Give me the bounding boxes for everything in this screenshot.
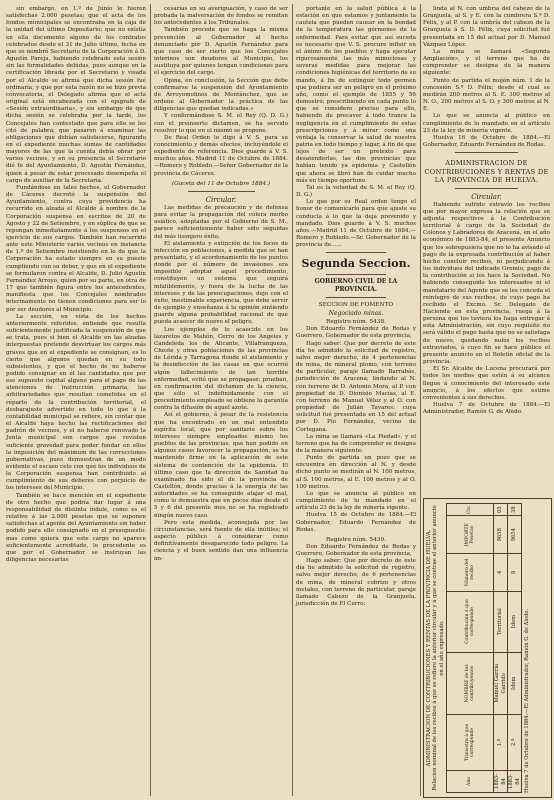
- paragraph: Lo que se anuncia al público en cumplimiento de lo mandado en el artículo 23 de la ley de minería vigente.: [296, 490, 416, 512]
- gazette-citation: (Gaceta del 11 de Octubre 1884.): [171, 180, 271, 187]
- column-rule: [420, 4, 421, 796]
- table-cell: 9658: [494, 516, 508, 554]
- paragraph: También se hace mención en el expediente de otro hecho que podría dar lugar á una responsabilidad de distinta índole, como es el relativo á las 2.000 pesetas que se suponen satisfechas al agente del Ayuntamiento sin haber podido para ello consignado en el presupuesto: mas como quiera que este cargo no aparece suficientemente acreditado, lo procedente es que por el Gobernador se instruyan las diligencias necesarias: [6, 492, 146, 564]
- table-header: Trimestre á que corresponde: [447, 714, 494, 770]
- fomento-heading: SECCION DE FOMENTO: [318, 302, 394, 309]
- paragraph: portante en la salud pública á la estación en que estamos y juntamente la cautela que pueden causar en la bondad de la temperatura las gérmenes de la enfermedad. Para evitar que así suceda es necesario que V. S. procure influir en el ánimo de los pueblos y haga ejecutar rigurosamente las más minuciosas y severas medidas para mejorar las condiciones higiénicas del territorio de su mando, á fin de extinguir todo germen que pudiera ser un peligro en el próximo año, como el ejemplo de 1855 y 56 demostró; prescribiendo en cada punto lo que se considere preciso para ello, habiendo de precaver á todo trance la negligencia en el cumplimiento de estas prescripciones y á mirar como una ventaja la conservar la salud de nuestra patria en todo tiempo y lugar, á fin de que lejos de ser un pretexto para desatenderlas, las dos provincias que habían tenido ya epidemia y Castellón que ahora se libró han de cuidar mucho más en tiempo oportuno.: [296, 6, 416, 184]
- paragraph: Y conformándose S. M. el Rey (Q. D. G.) con el preinserto dictamen, se ha servido resolver lo que en el mismo se propone.: [154, 113, 288, 134]
- paragraph: Los ejemplos de lo acaecido en los lazaretos de Mahón, Cerro de los Angeles y Candeleda los de Alicante, Villafranqueza, Cheste y otras poblaciones de las provincias de Lérida y Tarragona donde el aislamiento y la desinfección de las casas en que ocurrió algún fallecimiento de tan terrible enfermedad, evitó que se propagase; prueban, en confirmación del dictamen de la ciencia, que sólo el indefinidamente con el procedimiento empleado se obtiene la garantía contra la difusión de aquel azote.: [154, 326, 288, 412]
- circular-heading: Circular.: [471, 192, 502, 201]
- administracion-heading: ADMINISTRACION DE CONTRIBUCIONES Y RENTAS DE LA PROVINCIA DE HUELVA.: [424, 159, 549, 185]
- table-header: Número del recibo: [447, 554, 494, 591]
- table-header: Año: [447, 770, 494, 792]
- paragraph: Fundándose en tales hechos, el Gobernador de Cáceres decretó la suspensión del Ayuntamiento, contra cuya providencia ha recurrido en alzada el Alcalde á nombre de la Corporación suspensa en escritos de 20 de Agosto y 22 de Setiembre, y en súplica de que se repongan inmediatamente á los suspensos en el ejercicio de sus cargos. También han recurrido ante este Ministerio varios vecinos en instancia de 1.º de Setiembre insistiendo en lo de que la Corporación ha estado siempre en su puesto cumpliendo con su deber, y que en el expediente se formularon contra el Alcalde, D. Julio Agustín Fernández Arroyo, quien por su parte, en otra de 17 que también figura entre los antecedentes, manifiesta que los Concejales nombrados interinamente no tienen condiciones para ser lo por ser deudores al Municipio.: [6, 184, 146, 313]
- paragraph: La mina se llamará «Segunda Ampliación», y el terreno que ha de comprender se designa de la manera siguiente:: [423, 48, 550, 77]
- paragraph: El Sr. Alcalde de Lucena procurará por todos los medios que estén á su alcance llegue á conocimiento del interesado este anuncio, á los efectos que estime convenientes á sus derechos.: [423, 366, 550, 401]
- divider: [326, 274, 386, 275]
- divider: [455, 152, 519, 153]
- table-cell: 9654: [508, 516, 522, 554]
- column-3: [296, 6, 416, 608]
- registro-number: Registro núm. 5439.: [325, 536, 386, 543]
- gobierno-heading: GOBIERNO CIVIL DE LA PROVINCIA.: [314, 278, 398, 294]
- negociado-heading: Negociado minas.: [328, 310, 384, 318]
- table-cell: 4: [494, 554, 508, 591]
- table-footer: Huelva 7 de Octubre de 1884.—El Administrador, Ramón G. de Aledo.: [524, 608, 530, 793]
- paragraph: Lo que por su Real orden tengo el honor de comunicarlo para que ajuste su conducta á lo que la deja prevenido y mandado. Dios guarde á V. S. muchos años.—Madrid 11 de Octubre de 1884.—Romero y Robledo.—Sr. Gobernador de la provincia de......: [296, 199, 416, 249]
- paragraph: La mina se llamará «La Piedad», y el terreno que ha de comprender se designa de la manera siguiente:: [296, 433, 416, 454]
- paragraph: Punto de partida el mojón núm. 1 de la concesión S.ª D. Félix; desde el cual se medirán 200 metros al S. E. 300 metros al N. O., 200 metros al S. O. y 300 metros al N. E.: [423, 77, 550, 113]
- paragraph: Huelva 16 de Octubre de 1884.—El Gobernador, Eduardo Fernández de Rodas.: [423, 134, 550, 148]
- table-cell: Idem: [508, 591, 522, 652]
- paragraph: Opina, en conclusión, la Sección que debe confirmarse la suspensión del Ayuntamiento de Arroyomolinos de Montánchez, que se ordene al Gobernador la práctica de las diligencias que quedan indicadas.»: [154, 77, 288, 113]
- table-cell: 2.º: [508, 714, 522, 770]
- table-title: [426, 503, 445, 793]
- table-cell: 1.º: [494, 714, 508, 770]
- table-cell: 8: [508, 554, 522, 591]
- table-cell: 1883-84: [508, 770, 522, 792]
- divider: [455, 188, 519, 189]
- paragraph: Hago saber: Que por decreto de este día he admitido la solicitud de registro, salvo mejor derecho, de 4 pertenencias de mina, de mineral plomo, con terreno de particular, paraje llamado Barrabás, jurisdicción de Aracena; lindando al N. con terreno de D. Antonio Mora, al P. con propiedad de D. Dionisio Macías, al E. con terreno de Manuel Vélez y al O. con propiedad de Julián Tavares: cuya solicitud fué presentada en 15 del actual por D. Pío Fernández, vecino de Cortegana.: [296, 340, 416, 433]
- paragraph: De Real Orden lo digo á V. S. para su conocimiento y demás efectos, incluyéndole el expediente de referencia. Dios guarde á V. S. muchos años. Madrid 11 de Octubre de 1884.—Romero y Robledo.—Señor Gobernador de la provincia de Cáceres.: [154, 134, 288, 177]
- paragraph: Punto de partida un pozo que se encuentra en dirección al N. y desde dicho punto se medirán al N. 100 metros, al S. 100 metros, al E. 100 metros y al O. 100 metros.: [296, 455, 416, 490]
- paragraph: Lo que se anuncia al público en cumplimiento de lo mandado en el artículo 23 de la ley de minería vigente.: [423, 113, 550, 134]
- paragraph: sin embargo, en 1.º de Junio le fueron satisfechas 2.000 pesetas; que el acta de los fondos municipales se encontraba en la caja de la unidad del último Depositario; que no existía en ella documento alguno de los contratos celebrados desde el 31 de Julio último, fecha en que se nombró Secretario de la Corporación á D. Agustín Pareja, habiendo celebrado esta sesión sin las formalidades debidas, pues aunque en la certificación librada por el Secretario y visada por el Alcalde se afirma que dicha sesión fué ordinaria, y que por esta razón no se hizo previa convocatoria, el Delegado afirma que el acta original está encabezada con el epígrafe de «Sesión extraordinaria», y sin embargo de que dicha sesión se celebraba por la tarde, los Concejales han contestado que para ello se les citó de palabra; que pasaron á examinar las obligaciones que debían satisfacerse, figurando en el expediente muchas sumas de cantidades mayores de las que la cuenta debía obrar por varios vecinos, y en su presencia el Secretario dió fe del Ayuntamiento, D. Agustín Fernández, quien á pesar de estar procesado desempeña el cargo de auxiliar de la Secretaría.: [6, 6, 146, 184]
- table-header: IMPORTE Pesetas: [447, 516, 494, 554]
- section-title: Segunda Seccion.: [301, 257, 411, 271]
- table-title-right: ADMINISTRACION DE CONTRIBUCIONES Y RENTAS DE LA PROVINCIA DE HUELVA.: [426, 529, 432, 767]
- column-rule: [150, 4, 151, 796]
- divider: [188, 191, 255, 192]
- table: [446, 503, 522, 793]
- paragraph: Habiendo sufrido extravío los recibos que por mayor expresa la relación que se adjunta respectivos á la Contribución territorial á cargo de la Sociedad de Colonos y Labradores de Aracena, en el año económico de 1883-84, el presente Anuncio que los sobrepusiera que no lo ha avisado al pago de la expresada contribución al haber hecho concluir recibos, ni perjudicando á los individuos del indicado Gremio, pago de la contribución si los hace la Sociedad. No habiendo conseguido los interesados ni el mandatario del Agente que se les conceda el reintegro de sus recibos, de cuyo pago ha recibido el Excmo. Sr. Delegado de Hacienda en esta provincia, ruega á la persona que los tuviera los haga entregar á esta Administración, sin cuyo requisito no será válido el pago hasta que no se satisfaga de nuevo, quedando nulos los recibos extraviados, á cuyo fin se hace público el presente anuncio en el Boletín oficial de la provincia.: [423, 201, 550, 366]
- paragraph: cesarias en su averiguación, y caso de ser probada la malversación de fondos se remitan los antecedentes á los Tribunales.: [154, 6, 288, 27]
- paragraph: Huelva 7 de Octubre de 1884.—El Administrador, Ramón G. de Aledo.: [423, 402, 550, 416]
- table-header-row: [447, 504, 494, 793]
- paragraph: La sección, en vista de los hechos anteriormente referidos, entiende que resulta suficientemente justificada la suspensión de que se trata, pues si bien el Alcalde en las alzadas interpuestas pretende desvirtuar los cargos más graves que en el expediente se consignan, es lo cierto que algunos quedan en su todo subsistentes, y que el hecho de no haberse podido consignar en él las cantidades que por ese supuesto capital alguno para el pago de las atenciones de instrucción primaria, las arbitrariedades que resultan cometidas en el reparto de la contribución territorial, el desbarajuste advertido en todo lo que á la contabilidad municipal se refiere, sin contar que el Alcalde haya hecho las rectificaciones del padrón de vecinos, y el no haberse renovado la Junta municipal son cargos que revisten suficiente gravedad para poder fundar en ellos la imposición del máximum de las correcciones gubernativas, pues demuestran de un modo evidente el escaso celo con que los individuos de la Corporación suspensa han contribuido al cumplimiento de sus deberes con perjuicio de los intereses del Municipio.: [6, 313, 146, 492]
- paragraph: Don Eduardo Fernández de Rodas y Guerrero, Gobernador de esta provincia,: [296, 326, 416, 340]
- paragraph: Tal es la voluntad de S. M. el Rey (Q. D. G.): [296, 184, 416, 199]
- table-title-main: Relacion nominal de los recibos á que se refiere la anterior circular y á que se contrae el anterior anuncio en el año expresado.: [432, 505, 445, 791]
- paragraph: Pero esta medida, aconsejada por las circunstancias, será fuente de ella inútiles; el aspecto público á considerar como definitivamente desaparecido todo peligro. La ciencia y el buen sentido dan una influencia im-: [154, 519, 288, 562]
- paragraph: Don Eduardo Fernández de Rodas y Guerrero, Gobernador de esta provincia,: [296, 543, 416, 557]
- paragraph: El aislamiento y extinción de los focos de infección en poblaciones, á medida que se han presentado, y el acordonamiento de los puntos donde por el número de invasiones era imposible adoptar aquel procedimiento, constituyen un sistema que seguirá infaliblemente, y fuera de la lucha de las intereses y de las preocupaciones, dejo con el éxito, inestimable experiencia, que debe servir de ejemplo y enseñanza á la opinión sintiendo guarde alguna probabilidad racional de que pueda acaecer de nuevo el peligro.: [154, 240, 288, 326]
- table-row: [494, 504, 508, 793]
- divider: [326, 252, 386, 253]
- divider: [326, 297, 386, 298]
- column-4: [423, 6, 550, 496]
- paragraph: Así el gobierno, á pesar de la resistencia que ha encontrado en un mal entendido espíritu local, que por sanitario sobre los intereses siempre empleados mismo los pueblos de las provincias, que han podido en algunos casos favorecer la propagación, se ha mantenido firme en la aplicación de este sistema de contención de la epidemia. El último caso que la dirección de Sanidad ha examinado ha sido el de la provincia de Castellón, donde gracias á la energía de las autoridades se ha conseguido atajar el mal, como lo demuestra que en pocos días desde el 5 y 6 del presente mes no se ha registrado ningún nuevo caso.: [154, 412, 288, 519]
- table-cell: Manuel García Garrido: [494, 652, 508, 714]
- table-row: [508, 504, 522, 793]
- paragraph: Huelva 15 de Octubre de 1884.—El Gobernador, Eduardo Fernández de Rodas.: [296, 512, 416, 533]
- paragraph: Hago saber: Que por decreto de este día he admitido la solicitud de registro, salvo mejor derecho, de 6 pertenencias de mina, de mineral cobrizo y otros metales, con terreno de particular, paraje llamado Cabezo de la Granjuela, jurisdicción de El Cerro;: [296, 558, 416, 608]
- circular-heading: Circular.: [205, 195, 237, 204]
- table-header: Contribución á que corresponde: [447, 591, 494, 652]
- paragraph: También procede que se haga la misma prevención al Gobernador al hecho denunciado por D. Agustín Fernández para que caso de ser cierto que los Concejales interinos son deudores al Municipio, los sustituya por quienes tengan condiciones para el ejercicio del cargo.: [154, 27, 288, 77]
- column-2: [154, 6, 288, 563]
- paragraph: Las medidas de precaución y de defensa para evitar la propagación del cólera morbo asiático, adoptadas por el Gobierno de S. M., parece suficientemente haber sido seguidas del más lisonjero éxito.: [154, 204, 288, 240]
- recibos-table: [423, 498, 552, 798]
- table-cell: 1883-84: [494, 770, 508, 792]
- column-rule: [292, 4, 293, 796]
- table-cell: Idem: [508, 652, 522, 714]
- table-header: NOMBRE de los contribuyentes: [447, 652, 494, 714]
- table-header: Cts.: [447, 504, 494, 516]
- column-1: [6, 6, 146, 564]
- table-cell: Territorial: [494, 591, 508, 652]
- table-cell: 05: [494, 504, 508, 516]
- registro-number: Registro núm. 5438.: [325, 319, 386, 326]
- paragraph: linda al N. con umbría del cabezo de la Granjuela, al S. y E. con la cumbrera S.ª D. Félix, y al P. con la umbría del cabezo de la Granjuela á S. D. Félix, cuya solicitud fué presentada en 15 del actual por D. Manuel Vázquez López.: [423, 6, 550, 48]
- table-cell: 38: [508, 504, 522, 516]
